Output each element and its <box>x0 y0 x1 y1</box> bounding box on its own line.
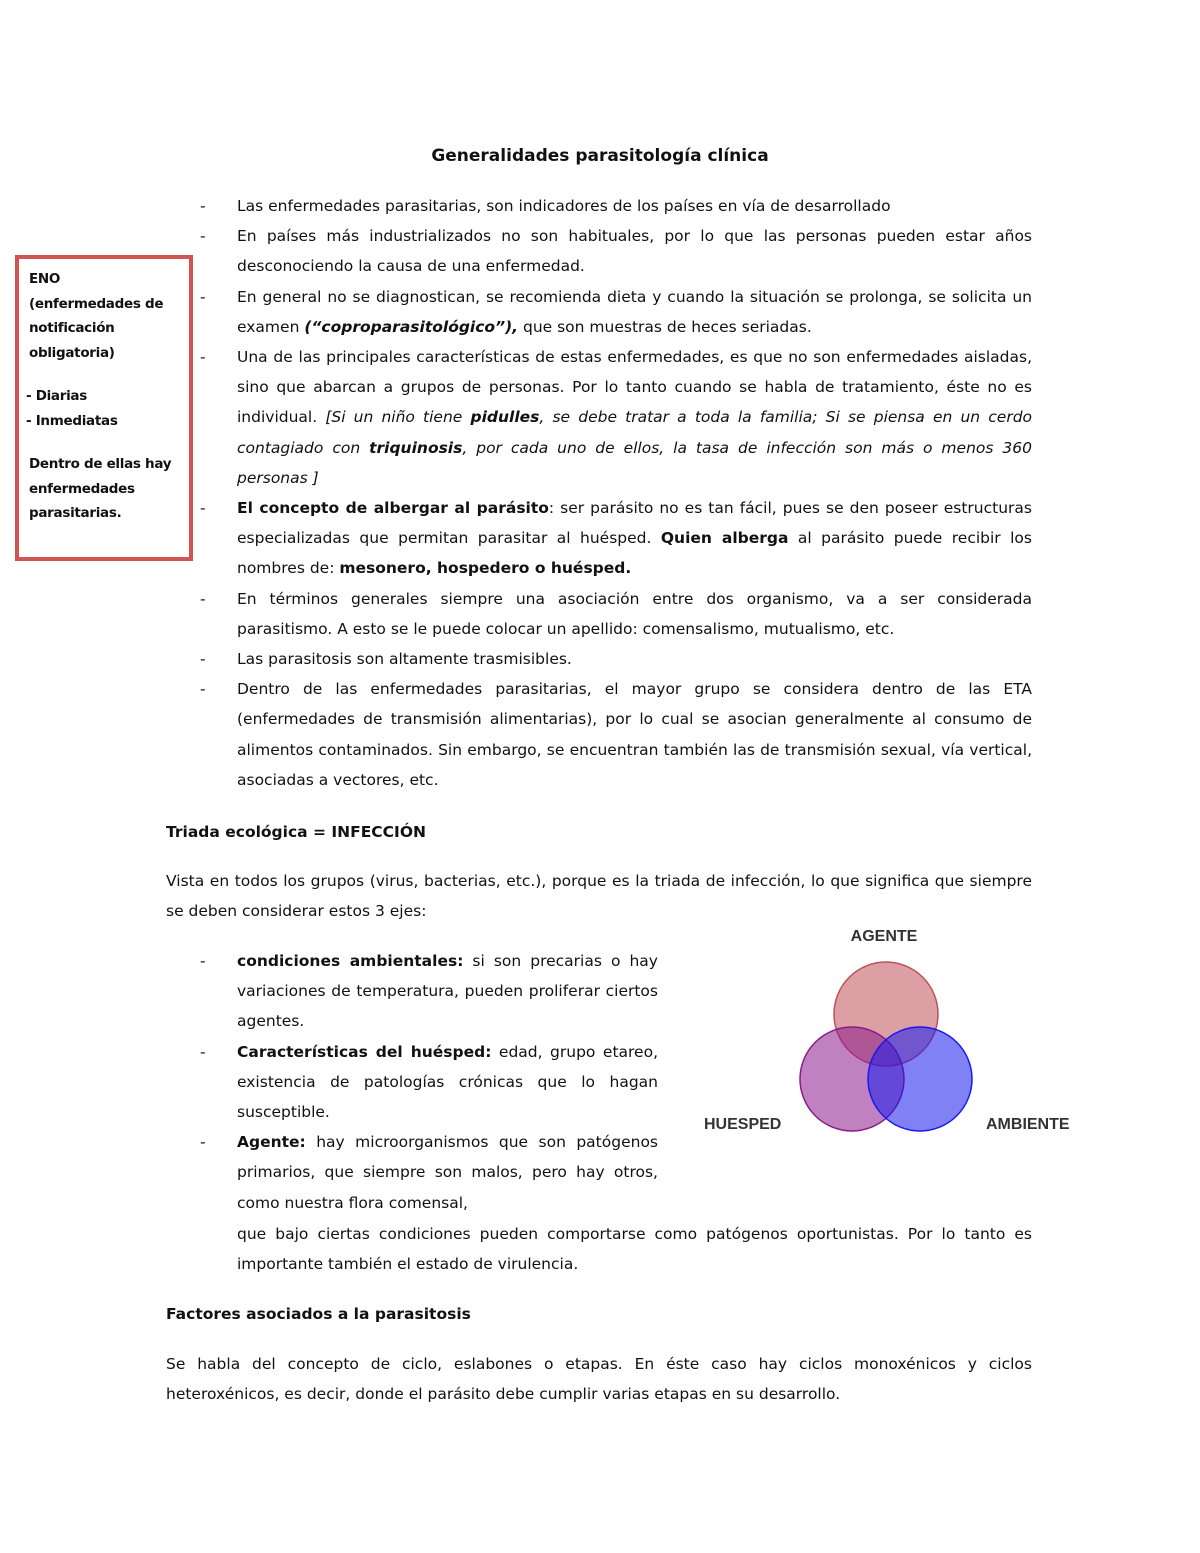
dash-bullet: - <box>200 650 206 669</box>
agente-continuation: que bajo ciertas condiciones pueden comportarse como patógenos oportunistas. Por lo tanto es importante también el estado de virulencia. <box>237 1225 1032 1274</box>
list-item: - Una de las principales características de estas enfermedades, es que no son enfermedades aisladas, sino que abarcan a grupos de personas. Por lo tanto cuando se habla de tratamiento, éste no es individual. [Si un niño tiene pidulles, se debe tratar a toda la familia; Si se piensa en un cerdo contagiado con triquinosis, por cada uno de ellos, la tasa de infección son más o menos 360 personas ] <box>200 342 1032 493</box>
emphasis: condiciones ambientales: <box>237 952 464 970</box>
triada-venn-diagram <box>698 918 1078 1140</box>
intro-bullet-list <box>200 191 1032 795</box>
factores-text: Se habla del concepto de ciclo, eslabones o etapas. En éste caso hay ciclos monoxénicos y ciclos heteroxénicos, es decir, donde el parásito debe cumplir varias etapas en su desarrollo. <box>166 1355 1032 1404</box>
emphasis: Agente: <box>237 1133 306 1152</box>
dash-bullet: - <box>200 499 206 518</box>
dash-bullet: - <box>200 1042 206 1061</box>
sidebox-item-diarias: - Diarias <box>26 388 87 404</box>
sidebox-item-inmediatas: - Inmediatas <box>26 412 118 429</box>
list-item: - En países más industrializados no son habituales, por lo que las personas pueden estar años desconociendo la causa de una enfermedad. <box>200 221 1032 281</box>
triada-bullet-list <box>200 946 658 1218</box>
ambiente-label: AMBIENTE <box>986 1116 1070 1133</box>
triada-intro: Vista en todos los grupos (virus, bacterias, etc.), porque es la triada de infección, lo que significa que siempre se deben considerar estos 3 ejes: <box>166 872 1032 921</box>
emphasis: pidulles <box>470 408 540 427</box>
page-title: Generalidades parasitología clínica <box>431 146 769 166</box>
dash-bullet: - <box>200 952 206 970</box>
huesped-label: HUESPED <box>704 1116 782 1133</box>
list-item: - En general no se diagnostican, se recomienda dieta y cuando la situación se prolonga, se solicita un examen (“coproparasitológico”), que son muestras de heces seriadas. <box>200 282 1032 342</box>
dash-bullet: - <box>200 287 206 306</box>
emphasis: mesonero, hospedero o huésped. <box>339 559 632 578</box>
dash-bullet: - <box>200 1133 206 1152</box>
dash-bullet: - <box>200 348 206 367</box>
sidebox-title: ENO <box>29 271 61 287</box>
emphasis: triquinosis <box>369 438 463 457</box>
list-item: - Las parasitosis son altamente trasmisibles. <box>200 644 1032 674</box>
dash-bullet: - <box>200 680 206 699</box>
emphasis: El concepto de albergar al parásito <box>237 499 549 518</box>
emphasis: Características del huésped: <box>237 1042 492 1061</box>
list-item: - Características del huésped: edad, grupo etareo, existencia de patologías crónicas que lo hagan susceptible. <box>200 1037 658 1128</box>
section-heading-factores: Factores asociados a la parasitosis <box>166 1305 471 1323</box>
emphasis: (“coproparasitológico”), <box>304 317 519 336</box>
ambiente-circle <box>868 1027 972 1131</box>
list-item: - Agente: hay microorganismos que son patógenos primarios, que siempre son malos, pero hay otros, como nuestra flora comensal, <box>200 1127 658 1218</box>
emphasis: Quien alberga <box>660 529 789 548</box>
section-heading-triada: Triada ecológica = INFECCIÓN <box>166 823 426 841</box>
sidebox-note: Dentro de ellas hay enfermedades parasitarias. <box>29 456 172 521</box>
list-item: - El concepto de albergar al parásito: ser parásito no es tan fácil, pues se den poseer estructuras especializadas que permitan parasitar al huésped. Quien alberga al parásito puede recibir los nombres de: mesonero, hospedero o huésped. <box>200 493 1032 584</box>
sidebox-subtitle: (enfermedades de notificación obligatoria) <box>29 295 164 361</box>
list-item: - Las enfermedades parasitarias, son indicadores de los países en vía de desarrollado <box>200 191 1032 221</box>
dash-bullet: - <box>200 197 206 215</box>
agente-label: AGENTE <box>850 928 918 945</box>
list-item: - condiciones ambientales: si son precarias o hay variaciones de temperatura, pueden proliferar ciertos agentes. <box>200 946 658 1037</box>
dash-bullet: - <box>200 227 206 246</box>
dash-bullet: - <box>200 589 206 608</box>
list-item: - En términos generales siempre una asociación entre dos organismo, va a ser considerada parasitismo. A esto se le puede colocar un apellido: comensalismo, mutualismo, etc. <box>200 584 1032 644</box>
list-item: - Dentro de las enfermedades parasitarias, el mayor grupo se considera dentro de las ETA (enfermedades de transmisión alimentarias), por lo cual se asocian generalmente al consumo de alimentos contaminados. Sin embargo, se encuentran también las de transmisión sexual, vía vertical, asociadas a vectores, etc. <box>200 674 1032 795</box>
eno-sidebox <box>15 255 193 561</box>
